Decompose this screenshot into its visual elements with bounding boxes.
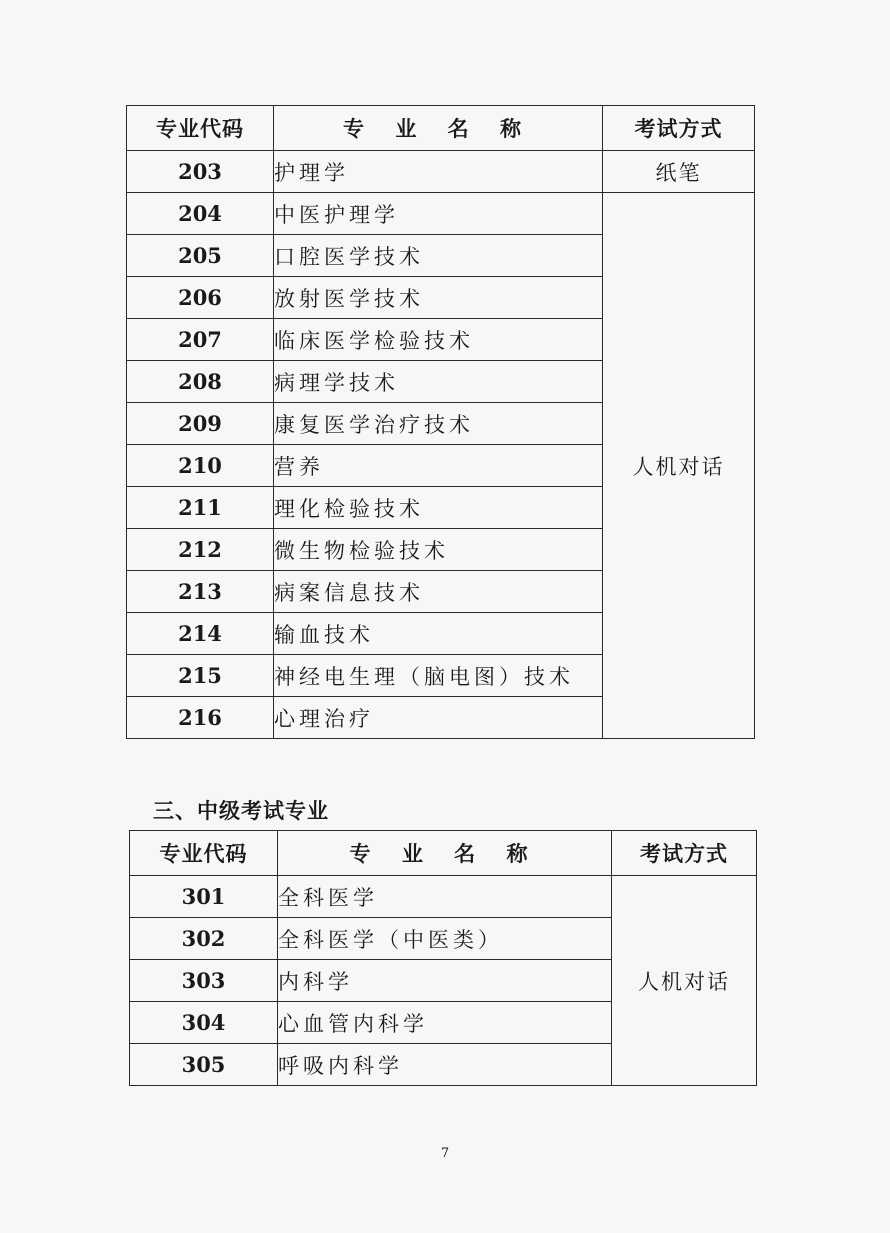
table-header-row (130, 831, 757, 876)
specialty-code: 303 (130, 960, 278, 1002)
header-code: 专业代码 (130, 831, 278, 876)
table-header-row (127, 106, 755, 151)
table-row (127, 193, 755, 235)
table-row (127, 151, 755, 193)
specialty-name: 心理治疗 (274, 697, 603, 739)
specialty-name: 内科学 (278, 960, 612, 1002)
primary-specialty-table (126, 105, 755, 739)
specialty-name: 病案信息技术 (274, 571, 603, 613)
exam-method-computer: 人机对话 (612, 876, 757, 1086)
section-heading: 三、中级考试专业 (153, 799, 329, 823)
specialty-code: 213 (127, 571, 274, 613)
header-method: 考试方式 (612, 831, 757, 876)
specialty-name: 理化检验技术 (274, 487, 603, 529)
specialty-code: 301 (130, 876, 278, 918)
specialty-name: 康复医学治疗技术 (274, 403, 603, 445)
specialty-code: 210 (127, 445, 274, 487)
specialty-code: 305 (130, 1044, 278, 1086)
specialty-code: 302 (130, 918, 278, 960)
specialty-name: 临床医学检验技术 (274, 319, 603, 361)
specialty-code: 205 (127, 235, 274, 277)
header-name: 专 业 名 称 (278, 831, 612, 876)
specialty-name: 口腔医学技术 (274, 235, 603, 277)
specialty-name: 全科医学（中医类） (278, 918, 612, 960)
specialty-name: 病理学技术 (274, 361, 603, 403)
specialty-code: 211 (127, 487, 274, 529)
specialty-name: 呼吸内科学 (278, 1044, 612, 1086)
specialty-name: 神经电生理（脑电图）技术 (274, 655, 603, 697)
specialty-name: 输血技术 (274, 613, 603, 655)
header-method: 考试方式 (603, 106, 755, 151)
specialty-code: 304 (130, 1002, 278, 1044)
specialty-code: 215 (127, 655, 274, 697)
specialty-name: 护理学 (274, 151, 603, 193)
specialty-code: 207 (127, 319, 274, 361)
specialty-name: 心血管内科学 (278, 1002, 612, 1044)
specialty-name: 微生物检验技术 (274, 529, 603, 571)
specialty-name: 放射医学技术 (274, 277, 603, 319)
header-name: 专 业 名 称 (274, 106, 603, 151)
page-number: 7 (440, 1146, 450, 1161)
specialty-code: 209 (127, 403, 274, 445)
specialty-code: 204 (127, 193, 274, 235)
exam-method-paper: 纸笔 (603, 151, 755, 193)
specialty-code: 214 (127, 613, 274, 655)
table-row (130, 876, 757, 918)
specialty-code: 208 (127, 361, 274, 403)
specialty-code: 216 (127, 697, 274, 739)
specialty-name: 全科医学 (278, 876, 612, 918)
header-code: 专业代码 (127, 106, 274, 151)
specialty-code: 206 (127, 277, 274, 319)
intermediate-specialty-table (129, 830, 757, 1086)
exam-method-computer: 人机对话 (603, 193, 755, 739)
specialty-code: 203 (127, 151, 274, 193)
specialty-name: 中医护理学 (274, 193, 603, 235)
specialty-name: 营养 (274, 445, 603, 487)
specialty-code: 212 (127, 529, 274, 571)
